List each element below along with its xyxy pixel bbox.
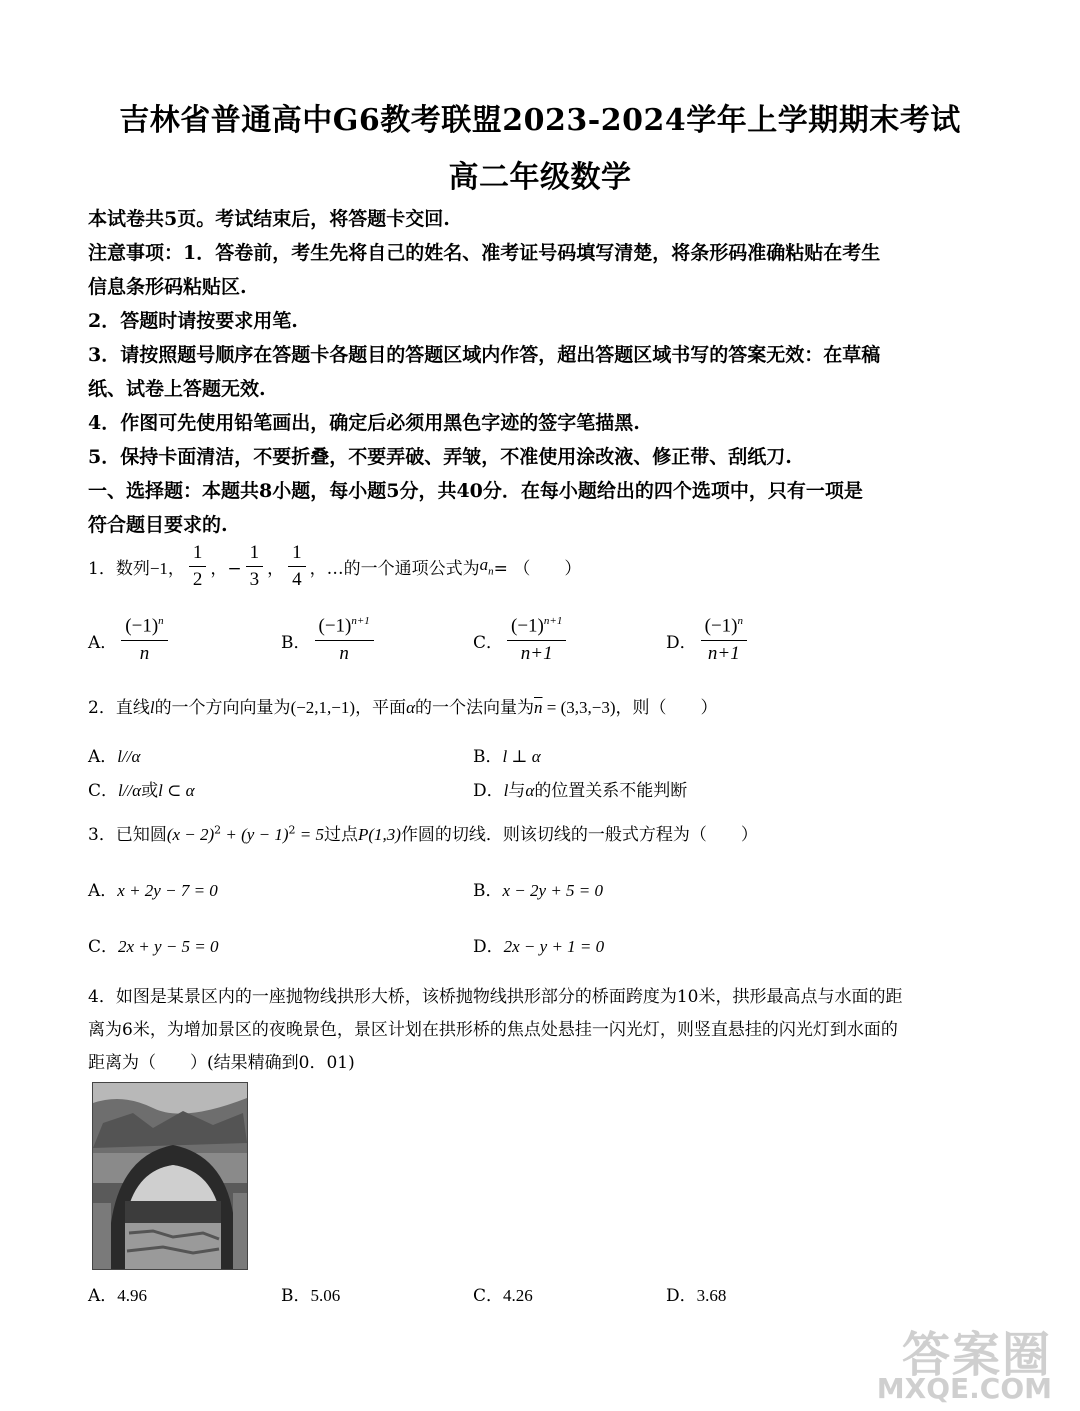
q1-f3-num: 1 <box>288 542 306 567</box>
note-3a: 3．请按照题号顺序在答题卡各题目的答题区域内作答，超出答题区域书写的答案无效：在草稿 <box>88 344 881 366</box>
question-2: 2．直线l的一个方向向量为(−2,1,−1)，平面α的一个法向量为$\overline{n} = (3,3,-3)$，则（ ） <box>88 698 718 718</box>
q2-option-d[interactable]: D．l与α的位置关系不能判断 <box>473 781 688 801</box>
q3-option-b[interactable]: B．x − 2y + 5 = 0 <box>473 881 604 901</box>
q1-f1-num: 1 <box>189 542 207 567</box>
q4-option-c[interactable]: C．4.26 <box>473 1286 533 1306</box>
q1-f3-den: 4 <box>292 568 302 590</box>
q1-term1: −1， <box>149 558 185 578</box>
q1-suffix: ，…的一个通项公式为 <box>309 558 480 579</box>
question-4-line-1: 4．如图是某景区内的一座抛物线拱形大桥，该桥抛物线拱形部分的桥面跨度为10米，拱形最高点与水面的距 <box>88 987 903 1007</box>
question-4-line-2: 离为6米，为增加景区的夜晚景色，景区计划在拱形桥的焦点处悬挂一闪光灯，则竖直悬挂的闪光灯到水面的 <box>88 1020 898 1040</box>
q1-prefix: 1．数列 <box>88 558 150 579</box>
q1-option-b-fraction: $\frac{(-1)^{n+1}}{n}$ <box>315 615 374 664</box>
q1-option-a[interactable] <box>88 610 172 670</box>
q1-option-c-label: C． <box>473 632 504 653</box>
section-1-heading-b: 符合题目要求的. <box>88 514 228 536</box>
note-1b: 信息条形码粘贴区. <box>88 276 247 298</box>
q1-option-a-fraction: $\frac{(-1)^n}{n}$ <box>121 615 167 664</box>
q1-option-b[interactable] <box>281 610 378 670</box>
q1-sep: ，− <box>210 558 242 579</box>
question-4-line-3: 距离为（ ）(结果精确到0．01) <box>88 1053 355 1073</box>
note-2: 2．答题时请按要求用笔. <box>88 310 298 332</box>
q3-option-a[interactable]: A．x + 2y − 7 = 0 <box>88 881 218 901</box>
q2-option-c[interactable]: C．l//α或l ⊂ α <box>88 781 195 801</box>
q1-f2-num: 1 <box>246 542 264 567</box>
q1-option-c-fraction: $\frac{(-1)^{n+1}}{n+1}$ <box>507 615 566 664</box>
question-1 <box>88 540 581 592</box>
q1-fraction-1 <box>189 542 207 591</box>
q1-an: $a_n$ <box>479 554 494 578</box>
q1-option-d-fraction: $\frac{(-1)^n}{n+1}$ <box>701 615 747 664</box>
note-5: 5．保持卡面清洁，不要折叠，不要弄破、弄皱，不准使用涂改液、修正带、刮纸刀. <box>88 446 792 468</box>
note-4: 4．作图可先使用铅笔画出，确定后必须用黑色字迹的签字笔描黑. <box>88 412 640 434</box>
q1-option-b-label: B． <box>281 632 311 653</box>
q1-sep2: ， <box>267 558 285 579</box>
q4-option-d[interactable]: D．3.68 <box>666 1286 727 1306</box>
q1-option-d[interactable] <box>666 610 751 670</box>
q3-option-d[interactable]: D．2x − y + 1 = 0 <box>473 937 605 957</box>
note-1a: 注意事项：1．答卷前，考生先将自己的姓名、准考证号码填写清楚，将条形码准确粘贴在考生 <box>88 242 881 264</box>
exam-title: 吉林省普通高中G6教考联盟2023-2024学年上学期期末考试 <box>119 103 961 138</box>
q1-f1-den: 2 <box>192 568 203 590</box>
q1-fraction-2 <box>246 542 264 591</box>
watermark-url: MXQE.COM <box>876 1372 1052 1405</box>
q1-tail: = （ ） <box>493 558 582 579</box>
watermark-logo: 答案圈 <box>901 1327 1052 1383</box>
normal-vector-n: $\overline{n}$ <box>534 698 543 717</box>
q4-option-b[interactable]: B．5.06 <box>281 1286 341 1306</box>
q1-fraction-3 <box>288 542 306 591</box>
intro-line: 本试卷共5页。考试结束后，将答题卡交回. <box>88 208 450 230</box>
q1-f2-den: 3 <box>249 568 260 590</box>
q3-option-c[interactable]: C．2x + y − 5 = 0 <box>88 937 219 957</box>
question-3: 3．已知圆$(x - 2)^2 + (y - 1)^2 = 5$过点P(1,3)作圆的切线．则该切线的一般式方程为（ ） <box>88 823 758 845</box>
q1-option-c[interactable] <box>473 610 570 670</box>
exam-subtitle: 高二年级数学 <box>448 160 632 195</box>
note-3b: 纸、试卷上答题无效. <box>88 378 266 400</box>
bridge-photo <box>92 1082 248 1270</box>
q1-option-a-label: A． <box>88 632 118 653</box>
q2-option-b[interactable]: B．l ⊥ α <box>473 747 541 767</box>
q4-option-a[interactable]: A．4.96 <box>88 1286 148 1306</box>
q2-option-a[interactable]: A．l//α <box>88 747 141 767</box>
q1-option-d-label: D． <box>666 632 697 653</box>
section-1-heading-a: 一、选择题：本题共8小题，每小题5分，共40分．在每小题给出的四个选项中，只有一项是 <box>88 480 863 502</box>
